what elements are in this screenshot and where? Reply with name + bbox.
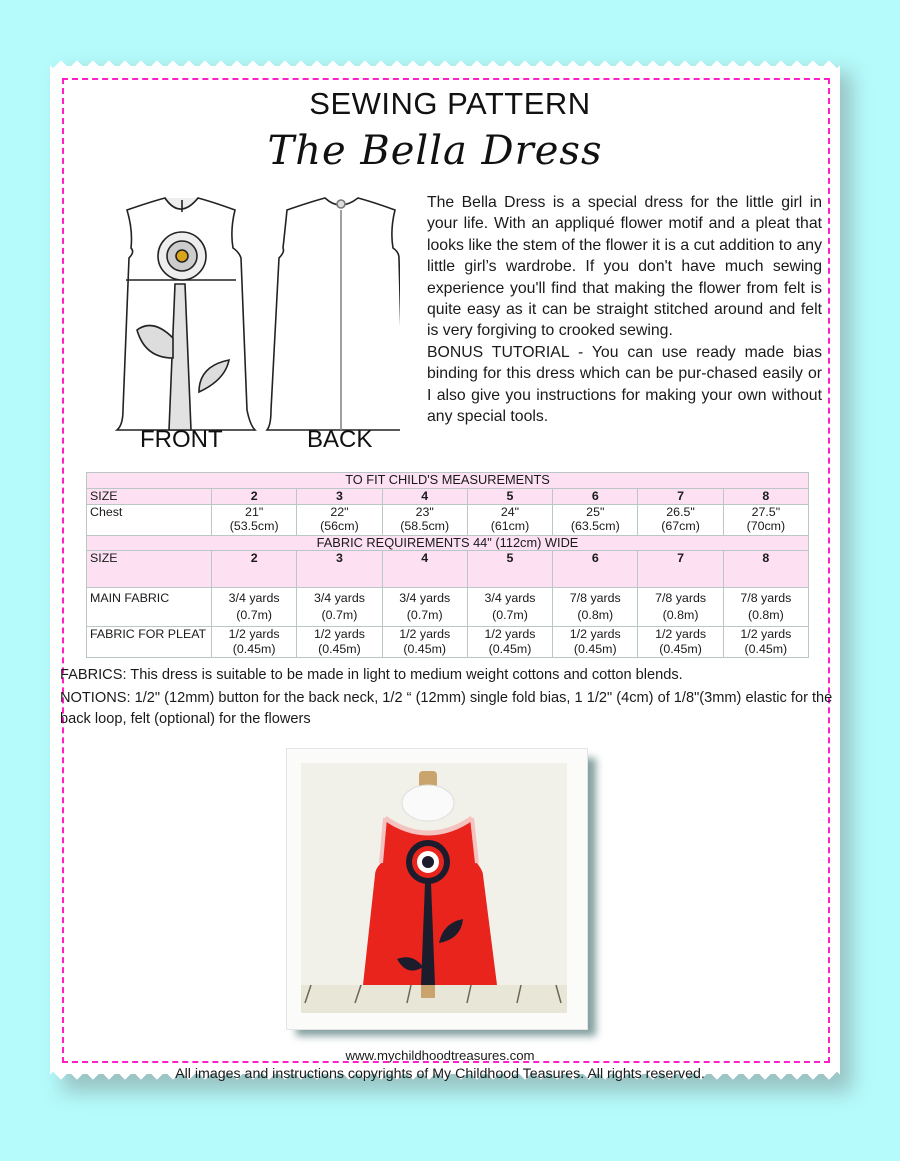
back-label: BACK <box>307 426 373 453</box>
pattern-kicker: SEWING PATTERN <box>309 86 591 121</box>
dress-sketch-illustration <box>95 190 400 460</box>
fabrics-note: FABRICS: This dress is suitable to be made in light to medium weight cottons and cotton blends. <box>60 667 683 683</box>
size-chart-table <box>86 472 809 658</box>
copyright-notice: All images and instructions copyrights of My Childhood Teasures. All rights reserved. <box>175 1066 705 1082</box>
table-row-pleat-fabric: FABRIC FOR PLEAT 1/2 yards (0.45m) 1/2 yards (0.45m) 1/2 yards (0.45m) 1/2 yards (0.45m) 1/2 yards (0.45m) 1/2 yards (0.45m) 1/2 yards (0.45m) <box>87 627 809 658</box>
website-link[interactable]: www.mychildhoodtreasures.com <box>345 1048 535 1063</box>
section-header-measurements: TO FIT CHILD'S MEASUREMENTS <box>87 473 809 489</box>
red-dress-photo <box>286 748 588 1030</box>
table-row-size: SIZE 2 3 4 5 6 7 8 <box>87 488 809 504</box>
bonus-tutorial-paragraph: BONUS TUTORIAL - You can use ready made bias binding for this dress which can be pur-chased easily or I also give you instructions for making your own without any special tools. <box>427 343 822 426</box>
table-row-chest: Chest 21" (53.5cm) 22" (56cm) 23" (58.5cm) 24" (61cm) 25" (63.5cm) 26.5" (67cm) 27.5" (70cm) <box>87 504 809 535</box>
description-paragraph: The Bella Dress is a special dress for the little girl in your life. With an appliqué flower motif and a pleat that looks like the stem of the flower it is a cut addition to any little girl’s wardrobe. If you don't have much sewing experience you'll find that making the flower from felt is quite easy as it can be straight stitched around and felt is very forgiving to crooked sewing. <box>427 194 822 340</box>
notes-section <box>60 665 840 732</box>
table-row-main-fabric: MAIN FABRIC 3/4 yards (0.7m) 3/4 yards (0.7m) 3/4 yards (0.7m) 3/4 yards (0.7m) 7/8 yards (0.8m) 7/8 yards (0.8m) 7/8 yards (0.8m) <box>87 588 809 627</box>
pattern-description <box>427 192 822 427</box>
page-title: The Bella Dress <box>267 128 603 174</box>
section-header-fabric: FABRIC REQUIREMENTS 44" (112cm) WIDE <box>87 535 809 551</box>
dress-photo-graphic <box>301 763 567 1013</box>
table-row-size: SIZE 2 3 4 5 6 7 8 <box>87 551 809 588</box>
dress-front-sketch-icon <box>117 198 255 430</box>
notions-note: NOTIONS: 1/2" (12mm) button for the back neck, 1/2 “ (12mm) single fold bias, 1 1/2" (4cm) of 1/8"(3mm) elastic for the back loop, felt (optional) for the flowers <box>60 690 833 727</box>
front-label: FRONT <box>140 426 223 453</box>
dress-back-sketch-icon <box>267 198 400 430</box>
